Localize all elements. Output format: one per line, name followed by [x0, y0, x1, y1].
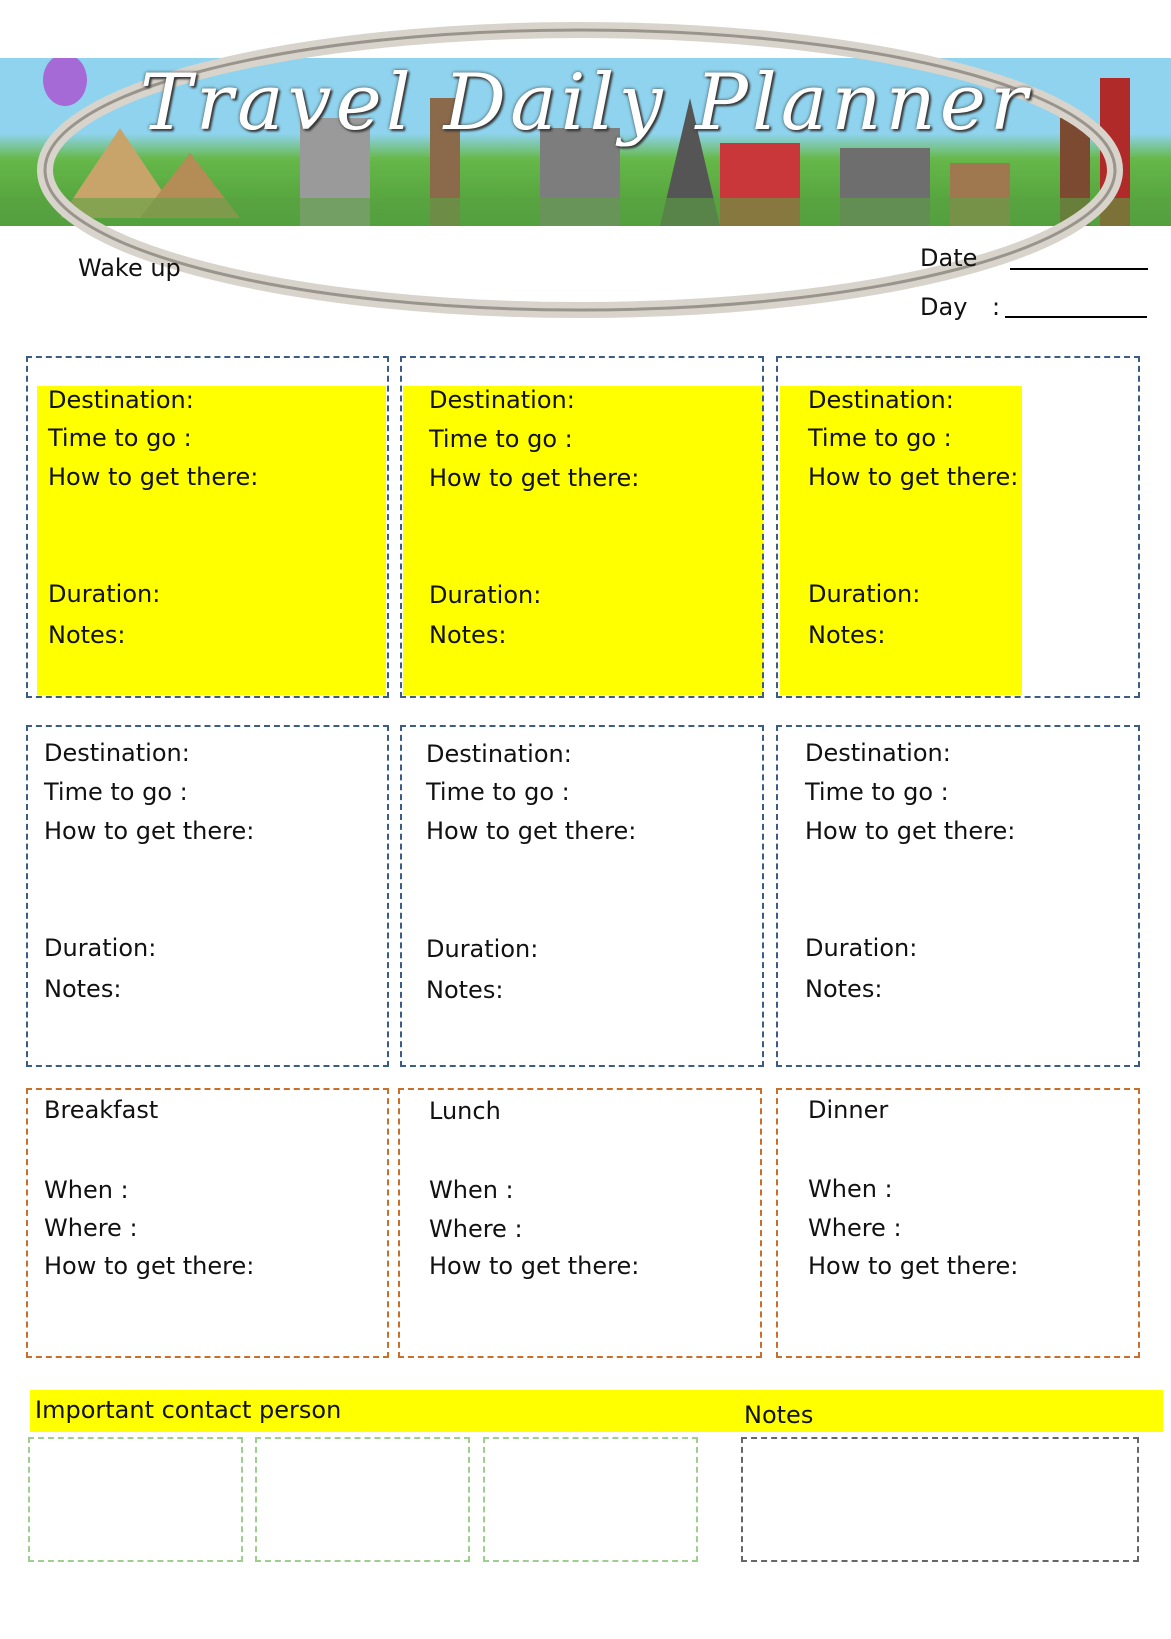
duration-label: Duration:: [426, 935, 539, 963]
where-label: Where :: [808, 1214, 902, 1242]
time-to-go-label: Time to go :: [429, 425, 573, 453]
date-field[interactable]: [1010, 268, 1148, 270]
time-to-go-label: Time to go :: [805, 778, 949, 806]
how-to-get-there-label: How to get there:: [44, 817, 255, 845]
notes-box[interactable]: [741, 1437, 1139, 1562]
day-label: Day: [920, 293, 968, 321]
how-to-get-there-label: How to get there:: [426, 817, 637, 845]
duration-label: Duration:: [805, 934, 918, 962]
notes-label: Notes:: [48, 621, 126, 649]
contact-box[interactable]: [255, 1437, 470, 1562]
contact-box[interactable]: [483, 1437, 698, 1562]
time-to-go-label: Time to go :: [48, 424, 192, 452]
how-to-get-there-label: How to get there:: [808, 1252, 1019, 1280]
time-to-go-label: Time to go :: [808, 424, 952, 452]
destination-label: Destination:: [44, 739, 190, 767]
meal-name: Lunch: [429, 1097, 501, 1125]
planner-title: Travel Daily Planner: [139, 58, 1032, 148]
activity-box[interactable]: [26, 356, 389, 698]
destination-label: Destination:: [805, 739, 951, 767]
how-to-get-there-label: How to get there:: [44, 1252, 255, 1280]
contact-box[interactable]: [28, 1437, 243, 1562]
activity-box[interactable]: [776, 356, 1140, 698]
day-field[interactable]: [1005, 316, 1147, 318]
wake-up-label: Wake up: [78, 254, 181, 282]
date-label: Date: [920, 244, 978, 272]
when-label: When :: [429, 1176, 514, 1204]
destination-label: Destination:: [426, 740, 572, 768]
destination-label: Destination:: [48, 386, 194, 414]
destination-label: Destination:: [808, 386, 954, 414]
where-label: Where :: [429, 1215, 523, 1243]
destination-label: Destination:: [429, 386, 575, 414]
meal-box-lunch[interactable]: [398, 1088, 762, 1358]
when-label: When :: [44, 1176, 129, 1204]
activity-box[interactable]: [400, 725, 764, 1067]
duration-label: Duration:: [44, 934, 157, 962]
duration-label: Duration:: [808, 580, 921, 608]
notes-heading: Notes: [744, 1401, 814, 1429]
notes-label: Notes:: [426, 976, 504, 1004]
notes-label: Notes:: [808, 621, 886, 649]
activity-box[interactable]: [26, 725, 389, 1067]
how-to-get-there-label: How to get there:: [805, 817, 1016, 845]
where-label: Where :: [44, 1214, 138, 1242]
notes-label: Notes:: [805, 975, 883, 1003]
how-to-get-there-label: How to get there:: [429, 464, 640, 492]
duration-label: Duration:: [48, 580, 161, 608]
duration-label: Duration:: [429, 581, 542, 609]
how-to-get-there-label: How to get there:: [429, 1252, 640, 1280]
important-contact-label: Important contact person: [35, 1396, 342, 1424]
notes-label: Notes:: [44, 975, 122, 1003]
meal-box-breakfast[interactable]: [26, 1088, 389, 1358]
day-colon: :: [992, 293, 1001, 321]
when-label: When :: [808, 1175, 893, 1203]
notes-label: Notes:: [429, 621, 507, 649]
time-to-go-label: Time to go :: [44, 778, 188, 806]
how-to-get-there-label: How to get there:: [808, 463, 1019, 491]
meal-name: Dinner: [808, 1096, 889, 1124]
meal-box-dinner[interactable]: [776, 1088, 1140, 1358]
time-to-go-label: Time to go :: [426, 778, 570, 806]
meal-name: Breakfast: [44, 1096, 159, 1124]
activity-box[interactable]: [776, 725, 1140, 1067]
how-to-get-there-label: How to get there:: [48, 463, 259, 491]
activity-box[interactable]: [400, 356, 764, 698]
